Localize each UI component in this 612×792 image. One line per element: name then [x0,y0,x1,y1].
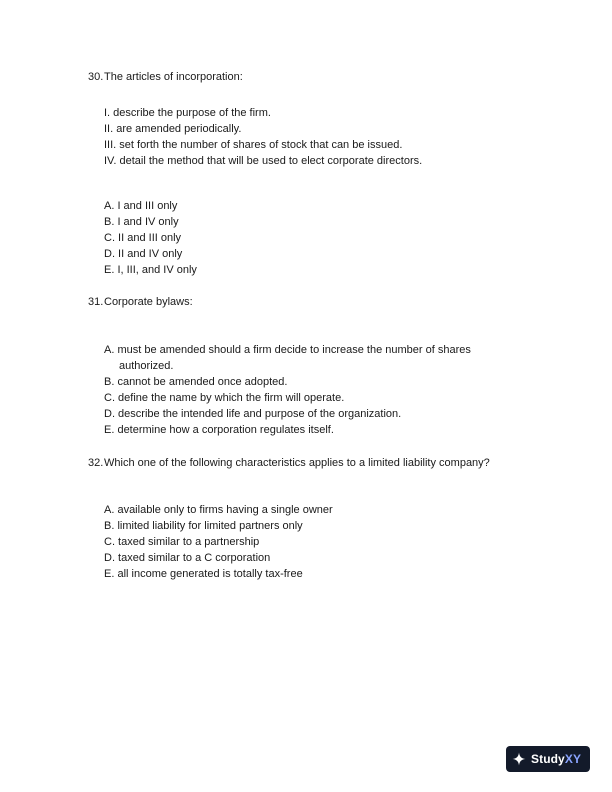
brand-name [531,752,581,766]
answer-option [104,342,471,374]
answer-option: D. taxed similar to a C corporation [104,552,271,564]
answer-option: B. limited liability for limited partners only [104,520,303,532]
option-list [104,198,197,278]
answer-option: C. II and III only [104,232,182,244]
answer-option: B. I and IV only [104,216,179,228]
question-31 [88,295,558,436]
statement-item: I. describe the purpose of the firm. [104,107,271,119]
studyxy-badge[interactable] [506,746,590,772]
statement-item: IV. detail the method that will be used to elect corporate directors. [104,155,423,167]
question-header [88,456,558,470]
question-prompt: The articles of incorporation: [104,71,243,83]
question-number: 32. [88,457,104,469]
question-header [88,295,558,309]
answer-option-line: A. must be amended should a firm decide to increase the number of shares [104,344,471,356]
answer-option: E. all income generated is totally tax-free [104,568,303,580]
statement-list [104,105,422,169]
question-number: 31. [88,296,104,308]
answer-option: E. determine how a corporation regulates itself. [104,424,334,436]
answer-option: A. available only to firms having a single owner [104,504,333,516]
statement-item: II. are amended periodically. [104,123,242,135]
question-number: 30. [88,71,104,83]
answer-option: A. I and III only [104,200,178,212]
option-list [104,342,471,438]
answer-option: C. taxed similar to a partnership [104,536,260,548]
answer-option: B. cannot be amended once adopted. [104,376,288,388]
question-prompt: Which one of the following characteristics applies to a limited liability company? [104,457,490,469]
answer-option: C. define the name by which the firm will operate. [104,392,345,404]
question-32 [88,456,558,580]
brand-accent: XY [564,752,582,766]
question-header [88,70,558,84]
answer-option-continuation: authorized. [119,360,174,372]
option-list [104,502,333,582]
answer-option: D. II and IV only [104,248,183,260]
plus-cross-icon [512,752,526,766]
question-prompt: Corporate bylaws: [104,296,193,308]
brand-main: Study [531,752,565,766]
question-30 [88,70,558,276]
statement-item: III. set forth the number of shares of stock that can be issued. [104,139,403,151]
answer-option: E. I, III, and IV only [104,264,197,276]
answer-option: D. describe the intended life and purpose of the organization. [104,408,402,420]
